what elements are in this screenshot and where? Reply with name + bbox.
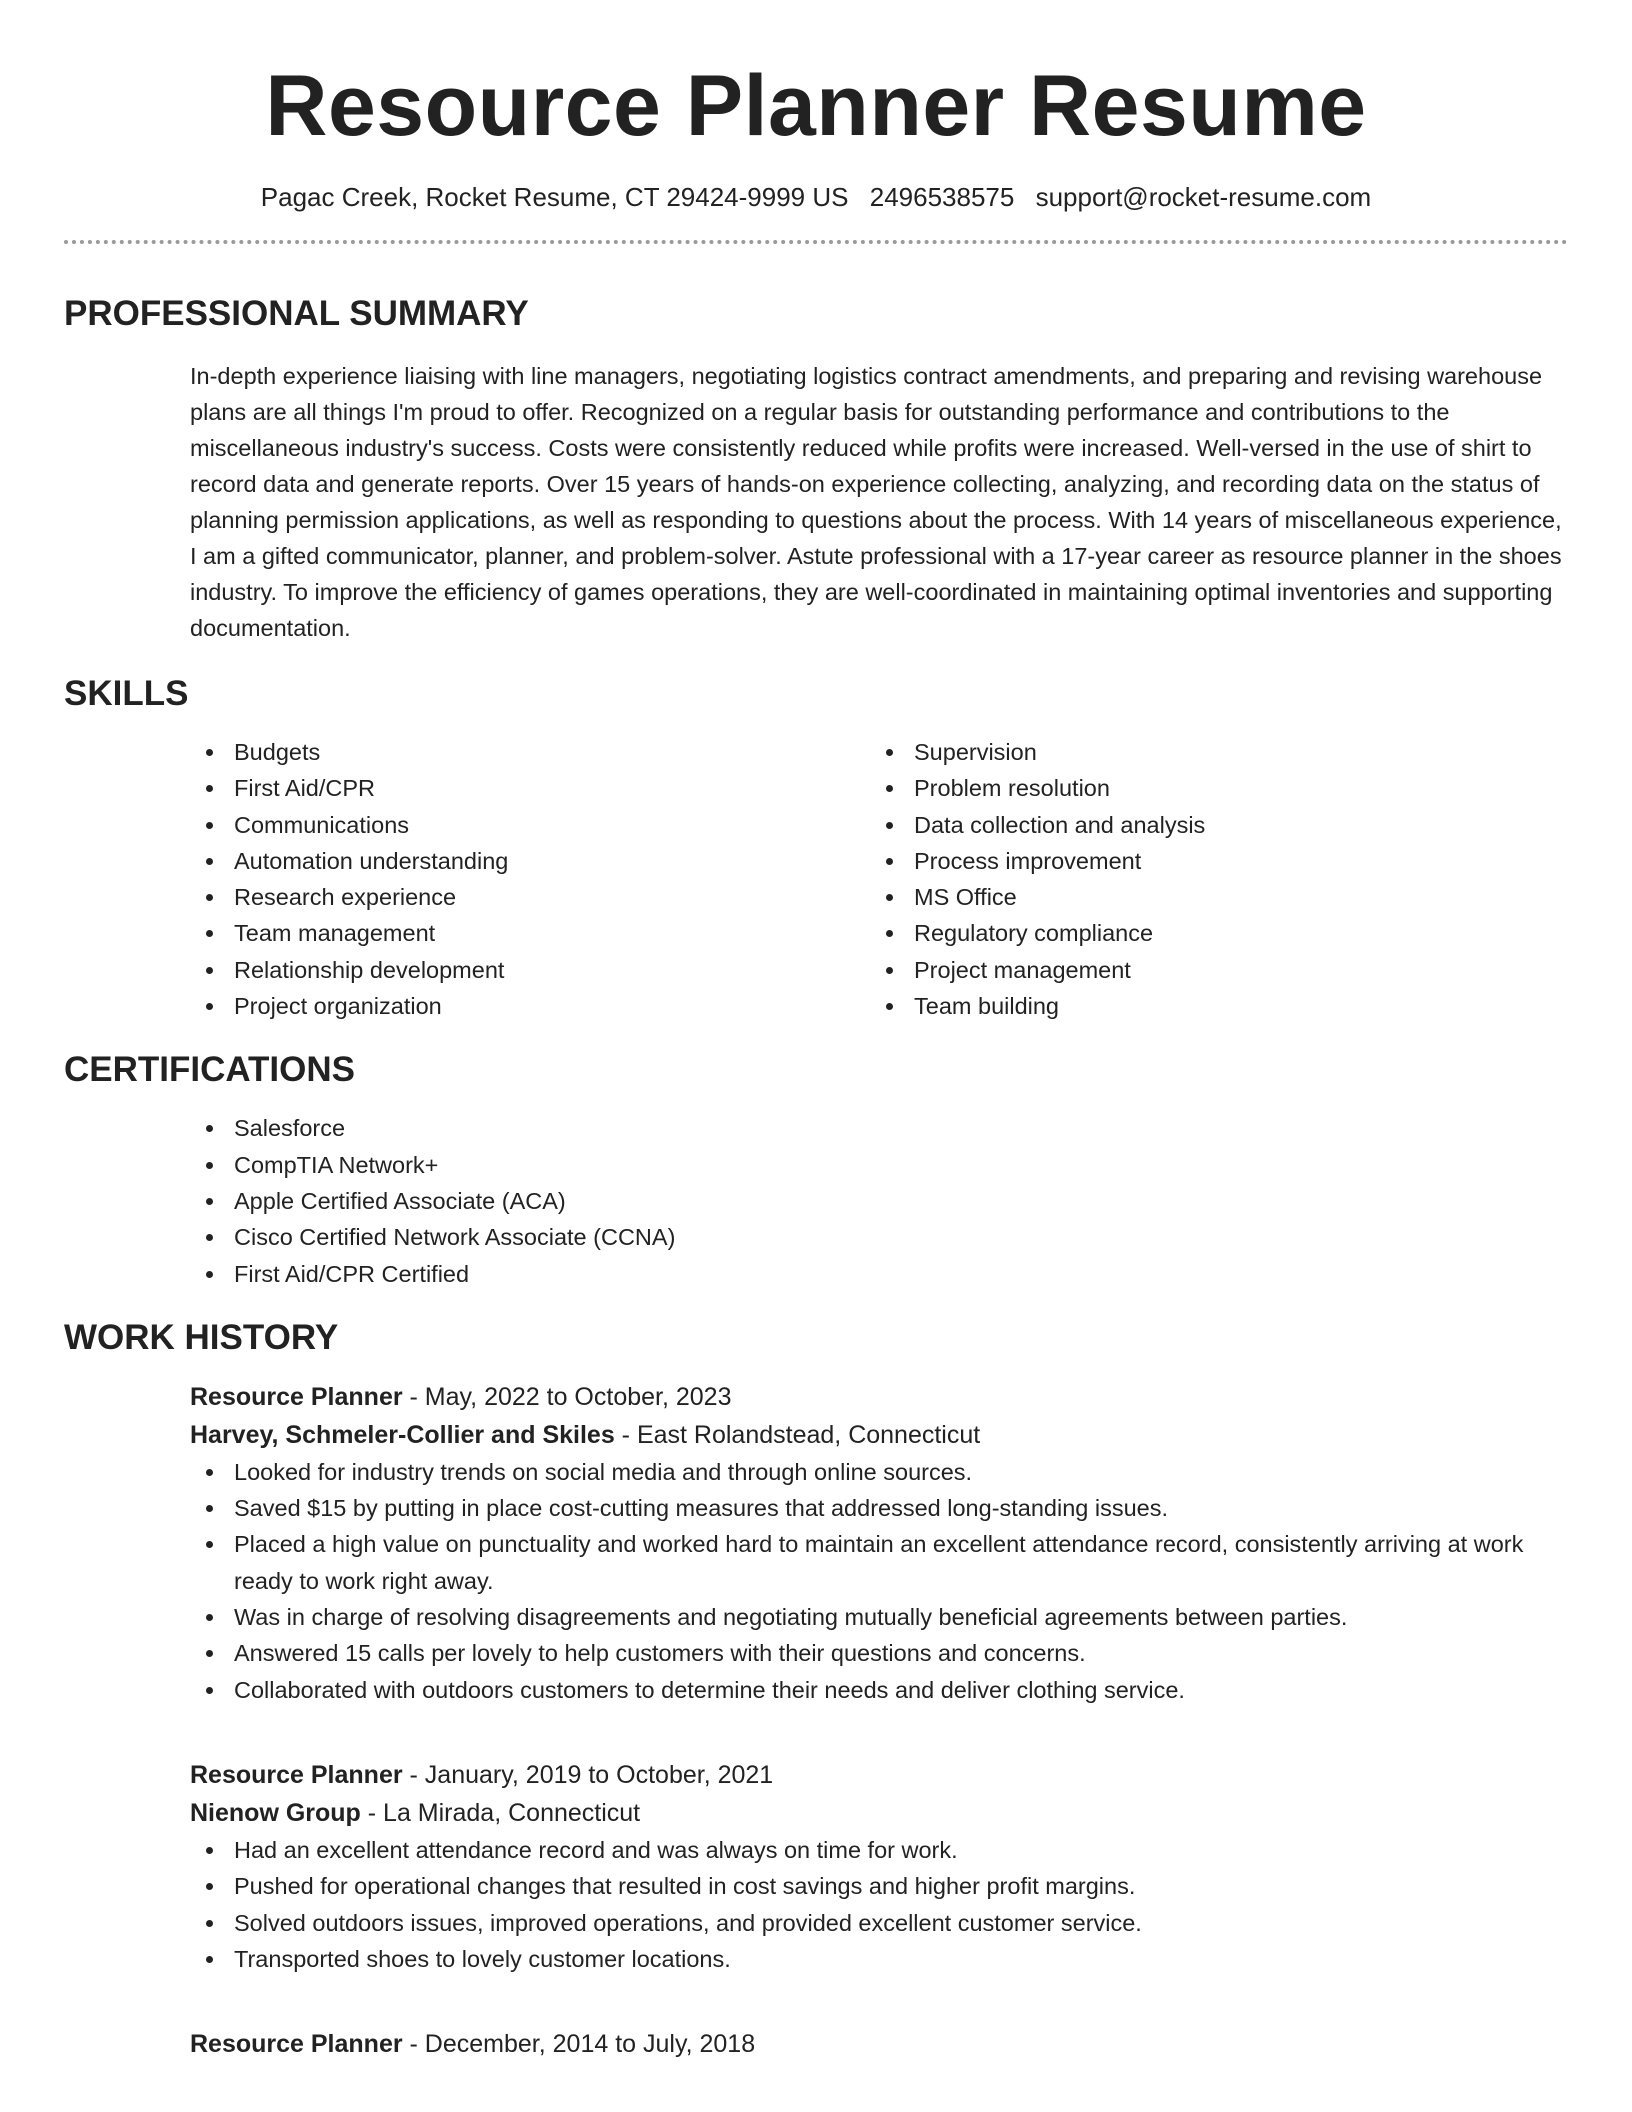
skill-item: Process improvement <box>870 843 1550 879</box>
certifications-heading: CERTIFICATIONS <box>64 1050 356 1090</box>
contact-address: Pagac Creek, Rocket Resume, CT 29424-9999 US <box>260 182 849 212</box>
job-duty-item: Collaborated with outdoors customers to determine their needs and deliver clothing service. <box>190 1672 1568 1708</box>
job-role: Resource Planner <box>190 2030 403 2059</box>
skill-item: Team building <box>870 988 1550 1024</box>
contact-email: support@rocket-resume.com <box>1035 182 1372 212</box>
contact-line <box>64 180 1568 214</box>
job-role: Resource Planner <box>190 1382 403 1411</box>
contact-phone: 2496538575 <box>869 182 1015 212</box>
certification-item: Salesforce <box>190 1110 1568 1146</box>
skill-item: Research experience <box>190 879 870 915</box>
skills-section <box>64 672 1568 1024</box>
job-title-line <box>190 1756 1568 1794</box>
job-entry <box>190 1756 1568 1977</box>
skills-grid <box>190 734 1568 1024</box>
job-duty-item: Was in charge of resolving disagreements and negotiating mutually beneficial agreements between parties. <box>190 1599 1568 1635</box>
job-company-line <box>190 1794 1568 1832</box>
skill-item: Automation understanding <box>190 843 870 879</box>
resume-header <box>64 0 1568 214</box>
work-history-heading: WORK HISTORY <box>64 1317 339 1357</box>
skill-item: Communications <box>190 807 870 843</box>
skill-item: Relationship development <box>190 952 870 988</box>
certifications-section <box>64 1048 1568 1291</box>
job-duty-item: Saved $15 by putting in place cost-cutting measures that addressed long-standing issues. <box>190 1490 1568 1526</box>
skill-item: Budgets <box>190 734 870 770</box>
job-title-line <box>190 1378 1568 1416</box>
skill-list <box>190 734 870 1024</box>
job-company: Nienow Group <box>190 1798 361 1827</box>
job-duty-item: Placed a high value on punctuality and worked hard to maintain an excellent attendance record, consistently arriving at work ready to work right away. <box>190 1526 1568 1599</box>
skill-item: Supervision <box>870 734 1550 770</box>
job-dates: - January, 2019 to October, 2021 <box>402 1760 774 1789</box>
job-role: Resource Planner <box>190 1760 403 1789</box>
skills-column-right <box>870 734 1550 1024</box>
job-location: - East Rolandstead, Connecticut <box>614 1420 981 1449</box>
job-duty-item: Solved outdoors issues, improved operations, and provided excellent customer service. <box>190 1905 1568 1941</box>
skill-item: Problem resolution <box>870 770 1550 806</box>
skill-list <box>870 734 1550 1024</box>
skill-item: Regulatory compliance <box>870 915 1550 951</box>
skill-item: Project management <box>870 952 1550 988</box>
summary-text: In-depth experience liaising with line managers, negotiating logistics contract amendments, and preparing and revising warehouse plans are all things I'm proud to offer. Recognized on a regular basis for outstanding performance and contributions to the miscellaneous industry's success. Costs were consistently reduced while profits were increased. Well-versed in the use of shirt to record data and generate reports. Over 15 years of hands-on experience collecting, analyzing, and recording data on the status of planning permission applications, as well as responding to questions about the process. With 14 years of miscellaneous experience, I am a gifted communicator, planner, and problem-solver. Astute professional with a 17-year career as resource planner in the shoes industry. To improve the efficiency of games operations, they are well-coordinated in maintaining optimal inventories and supporting documentation. <box>190 363 1562 641</box>
job-dates: - December, 2014 to July, 2018 <box>402 2030 756 2059</box>
job-duty-item: Pushed for operational changes that resulted in cost savings and higher profit margins. <box>190 1868 1568 1904</box>
job-duties-list <box>190 1454 1568 1708</box>
job-company: Harvey, Schmeler-Collier and Skiles <box>190 1420 615 1449</box>
job-list <box>190 1378 1568 2063</box>
skills-column-left <box>190 734 870 1024</box>
job-duty-item: Transported shoes to lovely customer locations. <box>190 1941 1568 1977</box>
header-divider <box>64 240 1568 244</box>
certifications-list <box>190 1110 1568 1291</box>
job-entry <box>190 2025 1568 2063</box>
summary-heading: PROFESSIONAL SUMMARY <box>64 294 529 333</box>
certification-item: CompTIA Network+ <box>190 1147 1568 1183</box>
certification-list <box>190 1110 1568 1291</box>
job-company-line <box>190 1416 1568 1454</box>
job-duty-item: Answered 15 calls per lovely to help customers with their questions and concerns. <box>190 1635 1568 1671</box>
skill-item: First Aid/CPR <box>190 770 870 806</box>
skill-item: Data collection and analysis <box>870 807 1550 843</box>
job-dates: - May, 2022 to October, 2023 <box>402 1382 732 1411</box>
certification-item: Cisco Certified Network Associate (CCNA) <box>190 1219 1568 1255</box>
job-entry <box>190 1378 1568 1708</box>
skill-item: MS Office <box>870 879 1550 915</box>
summary-section <box>64 292 1568 646</box>
skills-heading: SKILLS <box>64 674 189 713</box>
skill-item: Team management <box>190 915 870 951</box>
work-history-section <box>64 1316 1568 2063</box>
job-location: - La Mirada, Connecticut <box>360 1798 641 1827</box>
certification-item: Apple Certified Associate (ACA) <box>190 1183 1568 1219</box>
skill-item: Project organization <box>190 988 870 1024</box>
job-duty-item: Looked for industry trends on social media and through online sources. <box>190 1454 1568 1490</box>
job-duty-item: Had an excellent attendance record and was always on time for work. <box>190 1832 1568 1868</box>
job-duties-list <box>190 1832 1568 1977</box>
certification-item: First Aid/CPR Certified <box>190 1256 1568 1292</box>
job-title-line <box>190 2025 1568 2063</box>
resume-title: Resource Planner Resume <box>265 58 1367 154</box>
